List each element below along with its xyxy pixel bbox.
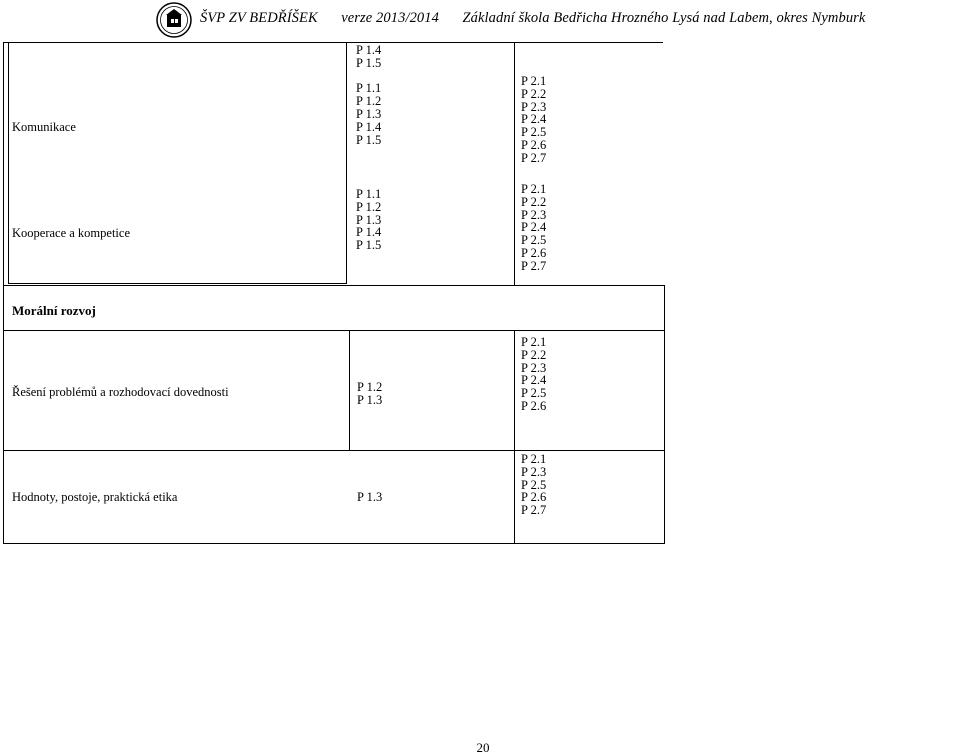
code-cell: P 2.7 bbox=[521, 258, 547, 273]
code-cell: P 1.5 bbox=[356, 238, 382, 253]
kooperace-col1 bbox=[356, 188, 381, 252]
code-cell: P 2.6 bbox=[521, 137, 547, 152]
code-cell: P 1.4 bbox=[356, 119, 382, 134]
code-cell: P 2.7 bbox=[521, 503, 547, 518]
row-label-kooperace: Kooperace a kompetice bbox=[12, 226, 130, 240]
code-cell: P 2.6 bbox=[521, 490, 547, 505]
code-cell: P 2.5 bbox=[521, 477, 547, 492]
komunikace-col2 bbox=[521, 75, 546, 165]
code-cell: P 1.2 bbox=[357, 380, 383, 394]
code-cell: P 2.2 bbox=[521, 347, 547, 362]
code-cell: P 2.4 bbox=[521, 373, 547, 388]
header-title: ŠVP ZV BEDŘÍŠEK bbox=[200, 10, 318, 26]
reseni-col2 bbox=[521, 336, 546, 413]
code-cell: P 1.4 bbox=[356, 225, 382, 240]
code-cell: P 2.6 bbox=[521, 398, 547, 413]
code-cell: P 1.2 bbox=[356, 94, 382, 109]
komunikace-col1 bbox=[356, 44, 381, 146]
code-cell: P 2.7 bbox=[521, 150, 547, 165]
code-cell: P 2.5 bbox=[521, 125, 547, 140]
code-cell: P 2.1 bbox=[521, 335, 547, 349]
code-cell: P 2.2 bbox=[521, 86, 547, 101]
code-cell: P 1.3 bbox=[357, 392, 383, 407]
code-cell: P 2.5 bbox=[521, 386, 547, 401]
code-cell: P 2.4 bbox=[521, 112, 547, 127]
code-cell: P 1.5 bbox=[356, 55, 382, 70]
code-cell: P 1.3 bbox=[356, 106, 382, 121]
code-cell: P 2.6 bbox=[521, 245, 547, 260]
code-cell: P 1.5 bbox=[356, 132, 382, 147]
code-cell: P 1.1 bbox=[356, 81, 382, 96]
code-cell: P 2.3 bbox=[521, 360, 547, 375]
header-version: verze 2013/2014 bbox=[341, 10, 439, 26]
code-cell: P 2.1 bbox=[521, 74, 547, 88]
section-title-moralni-rozvoj: Morální rozvoj bbox=[12, 303, 96, 318]
code-cell: P 2.5 bbox=[521, 233, 547, 248]
code-cell: P 2.2 bbox=[521, 194, 547, 209]
hodnoty-col2 bbox=[521, 453, 546, 517]
hodnoty-col1 bbox=[357, 491, 382, 504]
code-cell: P 2.1 bbox=[521, 182, 547, 196]
code-cell: P 1.3 bbox=[356, 212, 382, 227]
reseni-col1 bbox=[357, 381, 382, 407]
page-number: 20 bbox=[476, 740, 490, 755]
code-cell: P 1.4 bbox=[356, 43, 382, 57]
code-cell: P 2.4 bbox=[521, 220, 547, 235]
code-cell: P 1.1 bbox=[356, 187, 382, 201]
row-label-reseni: Řešení problémů a rozhodovací dovednosti bbox=[12, 385, 229, 399]
code-cell: P 2.1 bbox=[521, 452, 547, 466]
code-cell: P 1.2 bbox=[356, 199, 382, 214]
kooperace-col2 bbox=[521, 183, 546, 273]
code-cell: P 2.3 bbox=[521, 207, 547, 222]
code-cell: P 2.3 bbox=[521, 99, 547, 114]
code-cell: P 2.3 bbox=[521, 464, 547, 479]
row-label-komunikace: Komunikace bbox=[12, 120, 76, 134]
header-school: Základní škola Bedřicha Hrozného Lysá nad Labem, okres Nymburk bbox=[462, 10, 866, 26]
row-label-hodnoty: Hodnoty, postoje, praktická etika bbox=[12, 490, 178, 504]
code-cell: P 1.3 bbox=[357, 490, 383, 504]
